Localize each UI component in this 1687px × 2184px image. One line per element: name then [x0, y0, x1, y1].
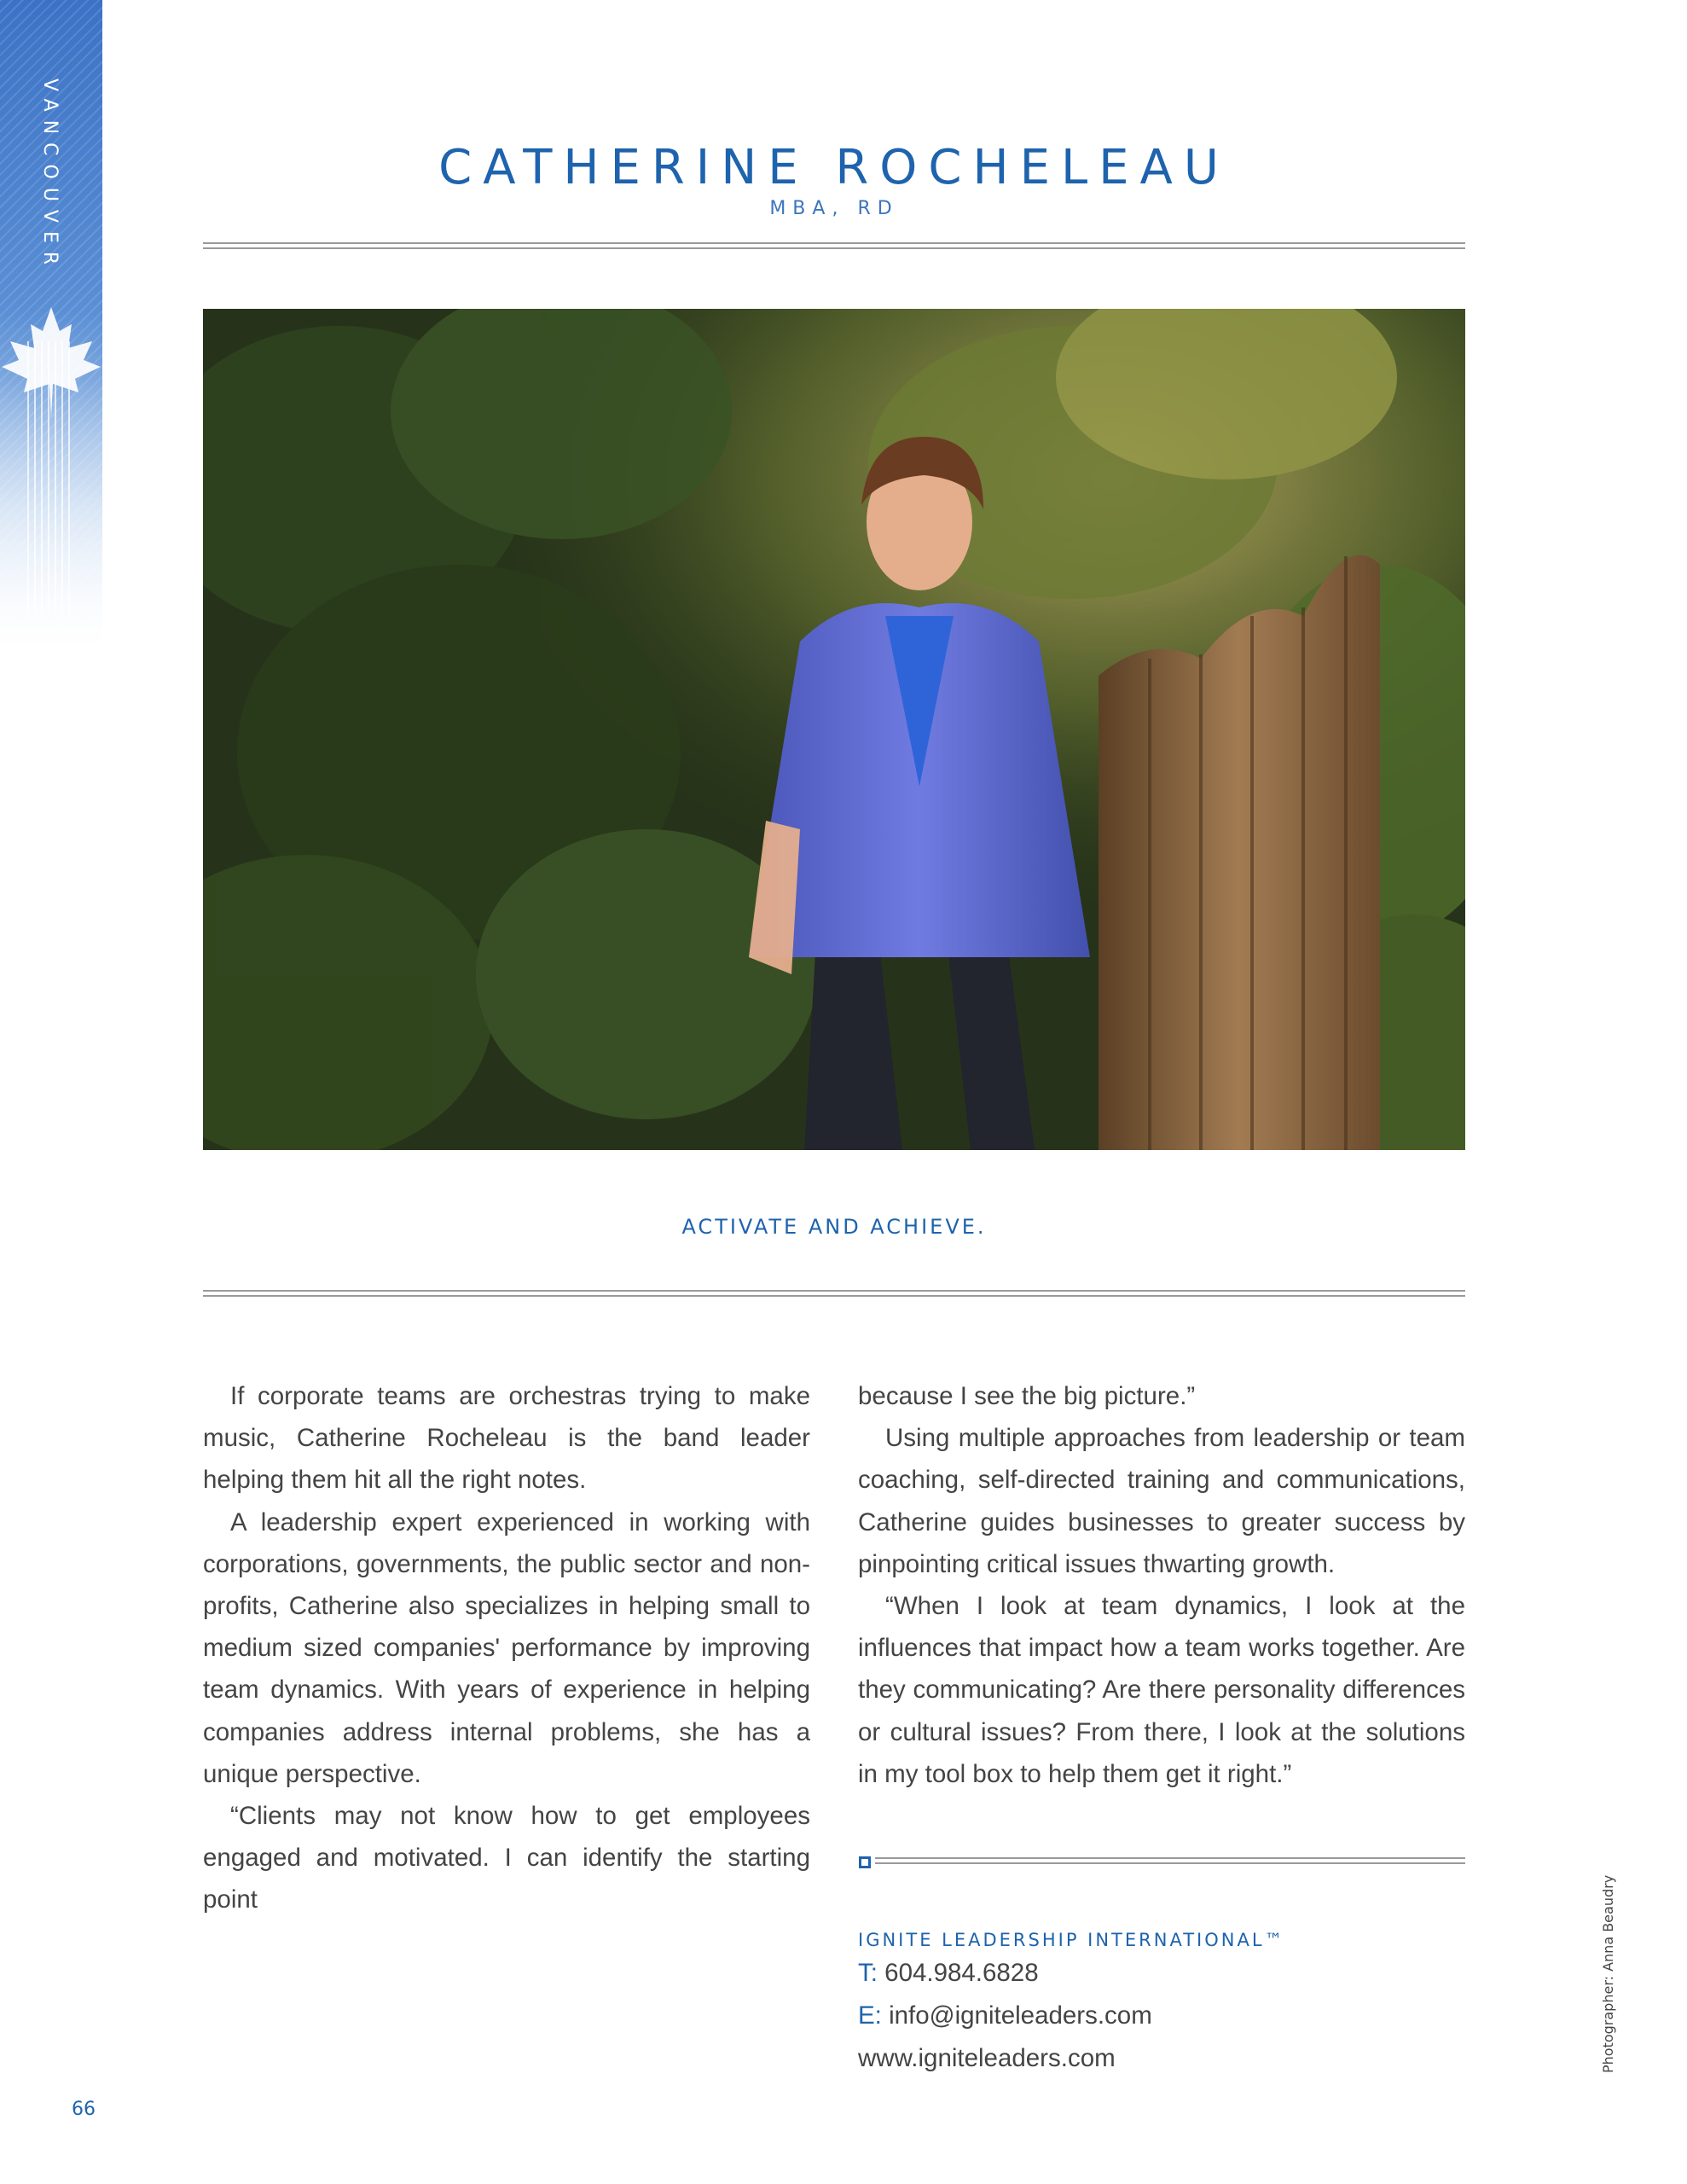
- page-number: 66: [72, 2099, 96, 2120]
- person-name: CATHERINE ROCHELEAU: [438, 140, 1230, 195]
- maple-leaf-icon: [0, 307, 102, 418]
- email-address[interactable]: info@igniteleaders.com: [889, 2001, 1152, 2030]
- website-link[interactable]: www.igniteleaders.com: [858, 2044, 1116, 2072]
- photo-credit: Photographer: Anna Beaudry: [1600, 1874, 1616, 2073]
- city-label: VANCOUVER: [39, 78, 61, 274]
- article-paragraph: A leadership expert experienced in working with corporations, governments, the public sector and non-profits, Catherine also specializes in helping small to medium sized companies' performance by improving team dynamics. With years of experience in helping companies address internal problems, she has a unique perspective.: [203, 1507, 810, 1788]
- side-band: [0, 0, 102, 648]
- portrait-illustration: [203, 309, 1465, 1150]
- portrait-photo: [203, 309, 1465, 1150]
- phone-line: [858, 1959, 1039, 1988]
- article-paragraph: because I see the big picture.”: [858, 1382, 1196, 1410]
- phone-label: T:: [858, 1959, 878, 1987]
- contact-divider: [875, 1857, 1465, 1864]
- article-paragraph: If corporate teams are orchestras trying to make music, Catherine Rocheleau is the band leader helping them hit all the right notes.: [203, 1382, 810, 1495]
- article-paragraph: “When I look at team dynamics, I look at the influences that impact how a team works together. Are they communicating? Are there personality differences or cultural issues? From there, I look at the solutions in my tool box to help them get it right.”: [858, 1592, 1465, 1788]
- tagline: ACTIVATE AND ACHIEVE.: [681, 1215, 987, 1239]
- phone-number[interactable]: 604.984.6828: [884, 1959, 1039, 1987]
- company-name: IGNITE LEADERSHIP INTERNATIONAL™: [858, 1930, 1285, 1950]
- credentials: MBA, RD: [769, 198, 899, 219]
- tagline-divider: [203, 1290, 1465, 1297]
- email-label: E:: [858, 2001, 882, 2030]
- article-paragraph: Using multiple approaches from leadership or team coaching, self-directed training and communications, Catherine guides businesses to greater success by pinpointing critical issues thwarting growth.: [858, 1424, 1465, 1578]
- article-left-column: [203, 1375, 810, 1921]
- article-right-column: [858, 1375, 1465, 1795]
- email-line: [858, 2001, 1152, 2030]
- square-bullet-icon: [859, 1856, 871, 1868]
- article-paragraph: “Clients may not know how to get employees engaged and motivated. I can identify the starting point: [203, 1802, 810, 1914]
- header-divider: [203, 242, 1465, 249]
